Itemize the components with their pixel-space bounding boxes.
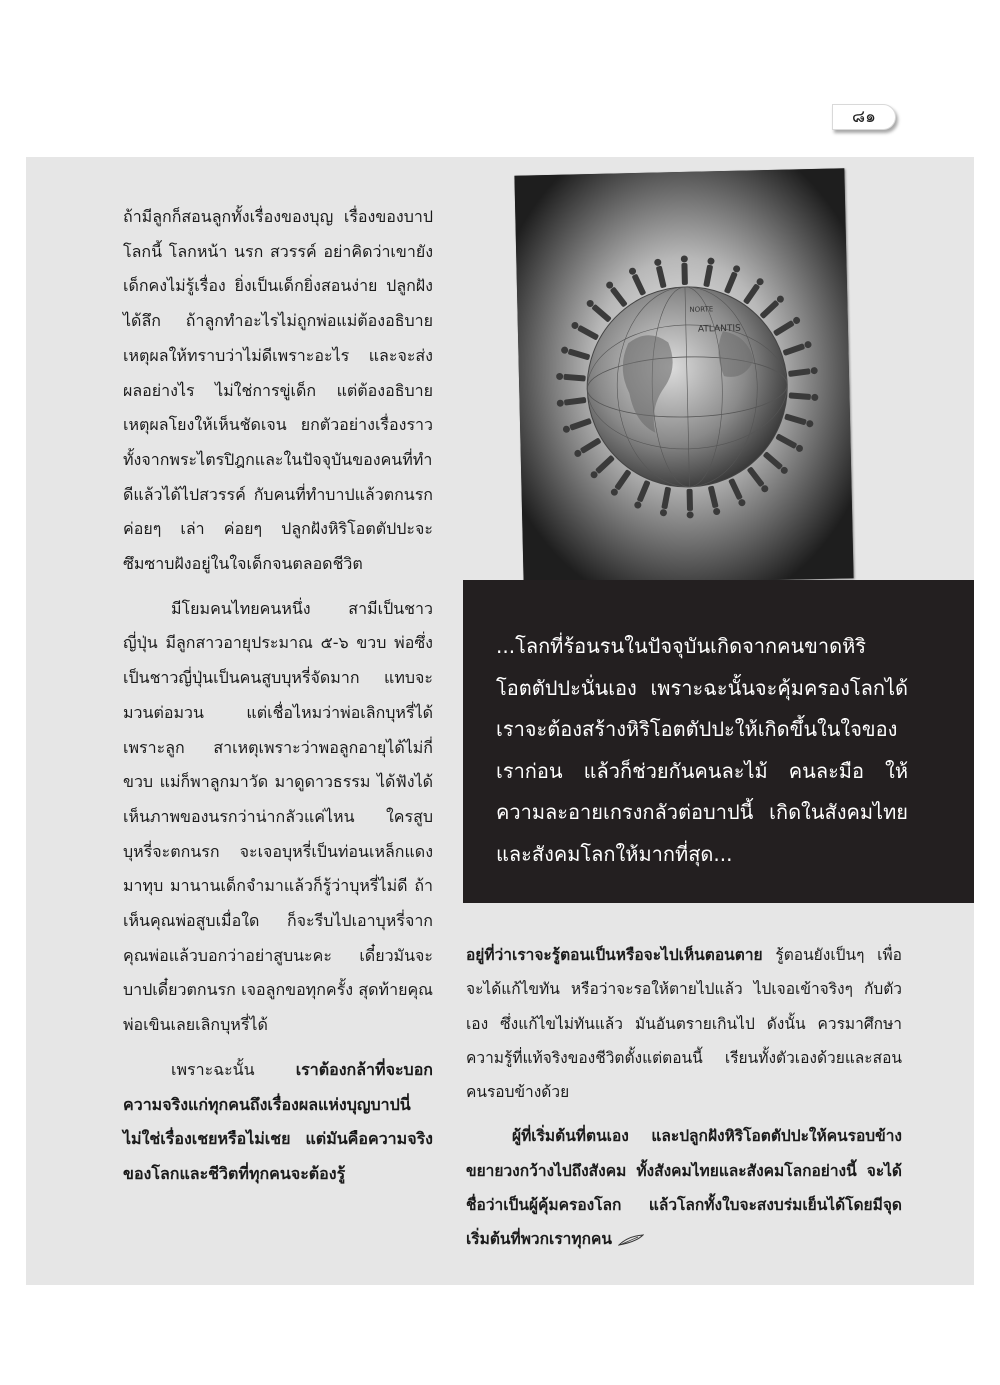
left-paragraph-3-lead: เพราะฉะนั้น bbox=[171, 1059, 296, 1079]
right-paragraph-1-bold: อยู่ที่ว่าเราจะรู้ตอนเป็นหรือจะไปเห็นตอนตาย bbox=[466, 946, 763, 964]
left-paragraph-1: ถ้ามีลูกก็สอนลูกทั้งเรื่องของบุญ เรื่องของบาป โลกนี้ โลกหน้า นรก สวรรค์ อย่าคิดว่าเขายังเด็กคงไม่รู้เรื่อง ยิ่งเป็นเด็กยิ่งสอนง่าย ปลูกฝังได้ลึก ถ้าลูกทำอะไรไม่ถูกพ่อแม่ต้องอธิบายเหตุผลให้ทราบว่าไม่ดีเพราะอะไร และจะส่งผลอย่างไร ไม่ใช่การขู่เด็ก แต่ต้องอธิบายเหตุผลโยงให้เห็นชัดเจน ยกตัวอย่างเรื่องราวทั้งจากพระไตรปิฎกและในปัจจุบันของคนที่ทำดีแล้วได้ไปสวรรค์ กับคนที่ทำบาปแล้วตกนรก ค่อยๆ เล่า ค่อยๆ ปลูกฝังหิริโอตตัปปะจะซึมซาบฝังอยู่ในใจเด็กจนตลอดชีวิต bbox=[123, 207, 433, 574]
right-paragraph-1-rest: รู้ตอนยังเป็นๆ เพื่อจะได้แก้ไขทัน หรือว่าจะรอให้ตายไปแล้ว ไปเจอเข้าจริงๆ กับตัวเอง ซึ่งแก้ไขไม่ทันแล้ว มันอันตรายเกินไป ดังนั้น ควรมาศึกษาความรู้ที่แท้จริงของชีวิตตั้งแต่ตอนนี้ เรียนทั้งตัวเองด้วยและสอนคนรอบข้างด้วย bbox=[466, 946, 902, 1102]
left-paragraph-3-bold: เราต้องกล้าที่จะบอกความจริงแก่ทุกคนถึงเรื่องผลแห่งบุญบาปนี่ไม่ใช่เรื่องเชยหรือไม่เชย แต่มันคือความจริงของโลกและชีวิตที่ทุกคนจะต้องรู้ bbox=[123, 1059, 433, 1183]
page-number: ๘๑ bbox=[832, 104, 896, 130]
left-paragraph-3 bbox=[123, 1053, 433, 1192]
globe-with-people-photo bbox=[514, 168, 853, 585]
right-paragraph-2-text: ผู้ที่เริ่มต้นที่ตนเอง และปลูกฝังหิริโอตตัปปะให้คนรอบข้าง ขยายวงกว้างไปถึงสังคม ทั้งสังคมไทยและสังคมโลกอย่างนี้ จะได้ชื่อว่าเป็นผู้คุ้มครองโลก แล้วโลกทั้งใบจะสงบร่มเย็นได้โดยมีจุดเริ่มต้นที่พวกเราทุกคน bbox=[466, 1127, 902, 1249]
person-figure bbox=[681, 255, 689, 285]
pull-quote: ...โลกที่ร้อนรนในปัจจุบันเกิดจากคนขาดหิริโอตตัปปะนั่นเอง เพราะฉะนั้นจะคุ้มครองโลกได้ เราจะต้องสร้างหิริโอตตัปปะให้เกิดขึ้นในใจของเราก่อน แล้วก็ช่วยกันคนละไม้ คนละมือ ให้ความละอายเกรงกลัวต่อบาปนี้ เกิดในสังคมไทย และสังคมโลกให้มากที่สุด... bbox=[496, 634, 908, 866]
person-figure bbox=[686, 489, 694, 519]
right-paragraph-2 bbox=[466, 1119, 902, 1256]
feather-pen-icon bbox=[618, 1234, 644, 1246]
right-column bbox=[466, 938, 902, 1257]
right-paragraph-1 bbox=[466, 938, 902, 1109]
left-paragraph-2: มีโยมคนไทยคนหนึ่ง สามีเป็นชาวญี่ปุ่น มีลูกสาวอายุประมาณ ๕-๖ ขวบ พ่อซึ่งเป็นชาวญี่ปุ่นเป็นคนสูบบุหรี่จัดมาก แทบจะมวนต่อมวน แต่เชื่อไหมว่าพ่อเลิกบุหรี่ได้เพราะลูก สาเหตุเพราะว่าพอลูกอายุได้ไม่กี่ขวบ แม่ก็พาลูกมาวัด มาดูดาวธรรม ได้ฟังได้เห็นภาพของนรกว่าน่ากลัวแค่ไหน ใครสูบบุหรี่จะตกนรก จะเจอบุหรี่เป็นท่อนเหล็กแดงมาทุบ มานานเด็กจำมาแล้วก็รู้ว่าบุหรี่ไม่ดี ถ้าเห็นคุณพ่อสูบเมื่อใด ก็จะรีบไปเอาบุหรี่จากคุณพ่อแล้วบอกว่าอย่าสูบนะคะ เดี๋ยวมันจะบาปเดี๋ยวตกนรก เจอลูกขอทุกครั้ง สุดท้ายคุณพ่อเขินเลยเลิกบุหรี่ได้ bbox=[123, 598, 433, 1035]
globe-label-atlantis: ATLANTIS bbox=[697, 323, 741, 335]
globe-label-norte: NORTE bbox=[689, 305, 714, 314]
left-column bbox=[123, 200, 433, 1192]
